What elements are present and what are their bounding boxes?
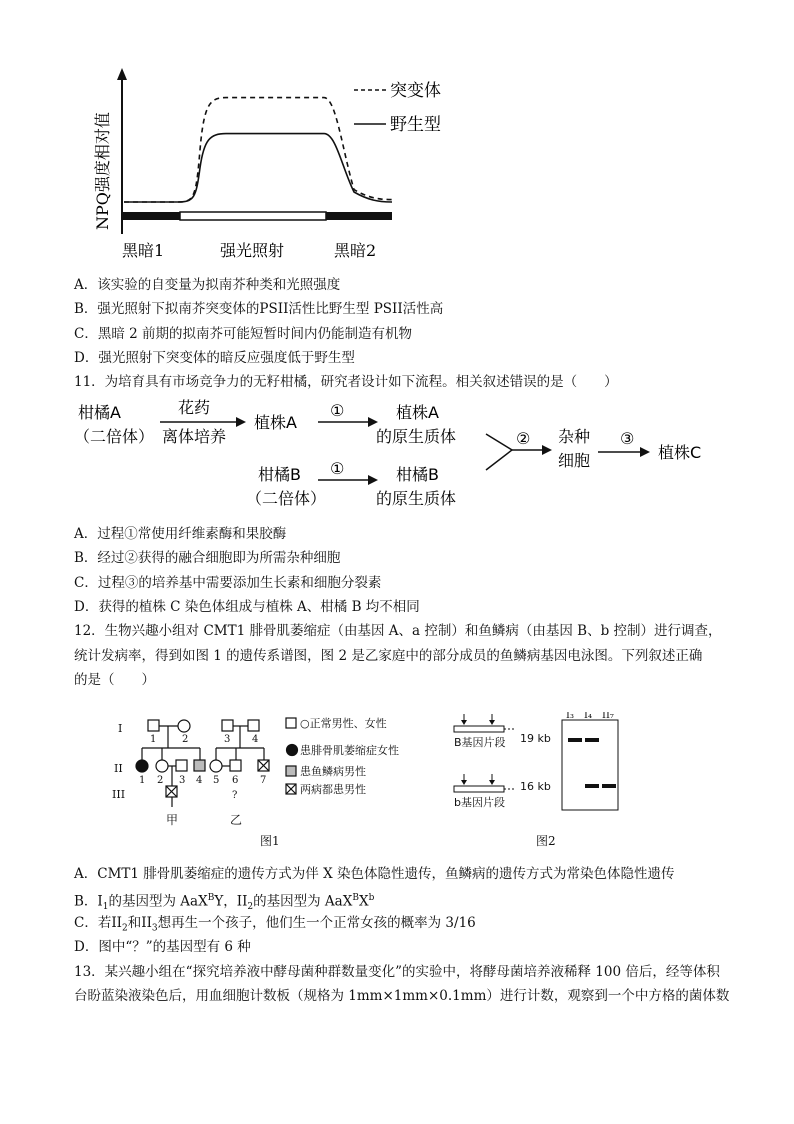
flow-citrus-a-ploidy: （二倍体）: [74, 427, 155, 446]
num-ii2: 2: [157, 775, 164, 786]
ii1-affected-female: [136, 760, 148, 772]
gen-label-1: I: [118, 722, 123, 735]
flow-proto-a-2: 的原生质体: [376, 427, 457, 446]
i4-male: [248, 720, 259, 731]
num-ii7: 7: [260, 775, 267, 786]
q12-stem-1: 12．生物兴趣小组对 CMT1 腓骨肌萎缩症（由基因 A、a 控制）和鱼鳞病（由基因 B、b 控制）进行调查，: [74, 623, 722, 639]
q12-option-d: D．图中“？”的基因型有 6 种: [74, 939, 251, 955]
i2-female: [178, 720, 190, 732]
flow-anther-label: 花药: [178, 398, 211, 417]
band-i3-19kb: [568, 738, 582, 742]
num-ii3: 3: [179, 775, 186, 786]
q11-option-a: A．过程①常使用纤维素酶和果胶酶: [74, 526, 287, 542]
q11-option-b: B．经过②获得的融合细胞即为所需杂种细胞: [74, 550, 341, 566]
pedigree-figure: [112, 712, 432, 852]
ii3-male: [176, 760, 187, 771]
lane-ii7: II₇: [602, 712, 614, 721]
label-19kb: 19 kb: [520, 732, 551, 745]
family-label-jia: 甲: [166, 813, 179, 827]
flow-step2: ②: [516, 429, 531, 448]
q10-option-a: A．该实验的自变量为拟南芥种类和光照强度: [74, 277, 341, 293]
flow-step1-bottom: ①: [330, 459, 345, 478]
q10-option-b: B．强光照射下拟南芥突变体的PSII活性比野生型 PSII活性高: [74, 301, 444, 317]
q11-option-d: D．获得的植株 C 染色体组成与植株 A、柑橘 B 均不相同: [74, 599, 420, 615]
flow-citrus-b: 柑橘B: [258, 465, 301, 484]
q10-option-d: D．强光照射下突变体的暗反应强度低于野生型: [74, 350, 355, 366]
legend-filled-circle: [287, 745, 298, 756]
i1-male: [148, 720, 159, 731]
series-line-wild: [124, 134, 392, 202]
ii2-female: [156, 760, 168, 772]
dark-period-2-bar: [326, 212, 392, 220]
gen-label-2: II: [114, 762, 123, 775]
q12-option-b: B．$I_1$的基因型为 AaX$^B$Y，$II_2$的基因型为 $AaX^BX^b$: [74, 893, 375, 913]
legend-text-ichthyosis: 患鱼鳞病男性: [300, 765, 366, 778]
lane-i4: I₄: [584, 712, 592, 721]
period-label-dark1: 黑暗1: [122, 241, 165, 260]
light-period-bar: [180, 212, 326, 220]
gen-label-3: III: [112, 788, 126, 801]
band-i4-16kb: [585, 784, 599, 788]
ii5-female: [210, 760, 222, 772]
flow-citrus-a: 柑橘A: [78, 403, 121, 422]
label-16kb: 16 kb: [520, 780, 551, 793]
q12-option-a: A．CMT1 腓骨肌萎缩症的遗传方式为伴 X 染色体隐性遗传，鱼鳞病的遗传方式为常染色体隐性遗传: [74, 866, 675, 882]
band-ii7-16kb: [602, 784, 616, 788]
flow-culture-label: 离体培养: [162, 427, 227, 446]
figure2-caption: 图2: [536, 834, 556, 848]
legend-square: [286, 718, 296, 728]
q11-flowchart: [74, 398, 734, 518]
gel-box: [562, 720, 618, 810]
npq-chart: [86, 62, 476, 272]
q12-stem-3: 的是（ ）: [74, 672, 155, 688]
flow-citrus-b-ploidy: （二倍体）: [246, 489, 327, 508]
q12-option-c: C．若$II_2$和$II_3$想再生一个孩子，他们生一个正常女孩的概率为 3/16: [74, 915, 476, 934]
legend-text-both: 两病都患男性: [300, 783, 366, 796]
legend-grey-square: [286, 766, 296, 776]
legend-text-cmt1: 患腓骨肌萎缩症女性: [300, 744, 399, 757]
q10-option-c: C．黑暗 2 前期的拟南芥可能短暂时间内仍能制造有机物: [74, 326, 413, 342]
flow-plant-a: 植株A: [254, 413, 297, 432]
ii4-ichthyosis-male: [194, 760, 205, 771]
flow-plant-c: 植株C: [658, 443, 702, 462]
i3-male: [222, 720, 233, 731]
figure1-caption: 图1: [260, 834, 280, 848]
family-label-yi: 乙: [230, 813, 243, 827]
label-b-fragment: B基因片段: [454, 736, 506, 749]
b-fragment-box: [454, 726, 504, 732]
num-ii1: 1: [139, 775, 146, 786]
legend-label-wild: 野生型: [390, 115, 441, 135]
flow-step1-top: ①: [330, 401, 345, 420]
band-i4-19kb: [585, 738, 599, 742]
label-b-small-fragment: b基因片段: [454, 796, 505, 809]
period-label-dark2: 黑暗2: [334, 241, 377, 260]
dark-period-1-bar: [122, 212, 180, 220]
q12-stem-2: 统计发病率，得到如图 1 的遗传系谱图，图 2 是乙家庭中的部分成员的鱼鳞病基因电泳图。下列叙述正确: [74, 648, 703, 664]
question-mark: ?: [232, 790, 238, 801]
q11-stem: 11．为培育具有市场竞争力的无籽柑橘，研究者设计如下流程。相关叙述错误的是（ ）: [74, 374, 618, 390]
q13-line-2: 台盼蓝染液染色后，用血细胞计数板（规格为 1mm×1mm×0.1mm）进行计数，观察到一个中方格的菌体数: [74, 988, 730, 1004]
lane-i3: I₃: [566, 712, 574, 721]
num-ii6: 6: [232, 775, 239, 786]
flow-proto-b: 柑橘B: [396, 465, 439, 484]
flow-step3: ③: [620, 429, 635, 448]
flow-proto-b-2: 的原生质体: [376, 489, 457, 508]
num-i3: 3: [224, 734, 231, 745]
legend-label-mutant: 突变体: [390, 81, 441, 101]
num-ii5: 5: [213, 775, 220, 786]
flow-merge-lines: [486, 434, 512, 470]
legend-text-normal: ○正常男性、女性: [300, 717, 387, 730]
num-i2: 2: [182, 734, 189, 745]
y-axis-label: NPQ强度相对值: [93, 112, 112, 230]
y-axis-arrow: [117, 68, 127, 80]
gel-figure: [448, 712, 628, 852]
flow-proto-a: 植株A: [396, 403, 439, 422]
num-ii4: 4: [196, 775, 203, 786]
q11-option-c: C．过程③的培养基中需要添加生长素和细胞分裂素: [74, 575, 382, 591]
num-i4: 4: [252, 734, 259, 745]
b-small-fragment-box: [454, 786, 504, 792]
flow-hybrid: 杂种: [558, 427, 591, 446]
period-label-light: 强光照射: [220, 241, 285, 260]
q13-line-1: 13．某兴趣小组在“探究培养液中酵母菌种群数量变化”的实验中，将酵母菌培养液稀释 100 倍后，经等体积: [74, 964, 720, 980]
ii6-male: [230, 760, 241, 771]
num-i1: 1: [150, 734, 157, 745]
flow-hybrid-2: 细胞: [558, 451, 591, 470]
